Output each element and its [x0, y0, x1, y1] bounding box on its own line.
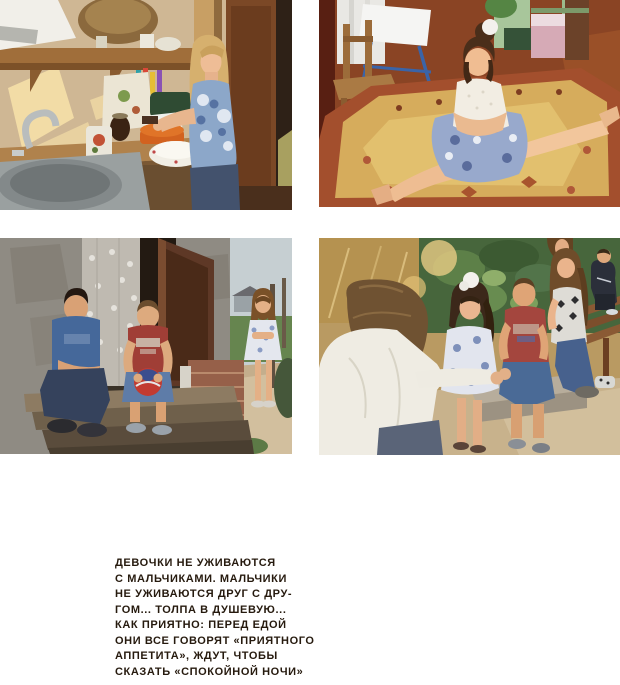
photo-garden: [319, 238, 620, 455]
caption-line: АППЕТИТА», ЖДУТ, ЧТОБЫ: [115, 650, 278, 662]
caption-block: [115, 556, 315, 680]
photo-splits: [319, 0, 620, 207]
photo-kitchen-illustration: [0, 0, 292, 210]
caption-line: НЕ УЖИВАЮТСЯ ДРУГ С ДРУ-: [115, 588, 293, 600]
caption-line: КАК ПРИЯТНО: ПЕРЕД ЕДОЙ: [115, 619, 287, 631]
caption-line: СКАЗАТЬ «СПОКОЙНОЙ НОЧИ»: [115, 665, 304, 678]
photo-kitchen: [0, 0, 292, 210]
caption-line: ДЕВОЧКИ НЕ УЖИВАЮТСЯ: [115, 557, 276, 569]
photo-garden-illustration: [319, 238, 620, 455]
caption-line: ОНИ ВСЕ ГОВОРЯТ «ПРИЯТНОГО: [115, 634, 315, 647]
photo-porch: [0, 238, 292, 454]
photo-porch-illustration: [0, 238, 292, 454]
photo-splits-illustration: [319, 0, 620, 207]
caption-line: С МАЛЬЧИКАМИ. МАЛЬЧИКИ: [115, 572, 288, 585]
caption-line: ГОМ... ТОЛПА В ДУШЕВУЮ...: [115, 603, 287, 616]
